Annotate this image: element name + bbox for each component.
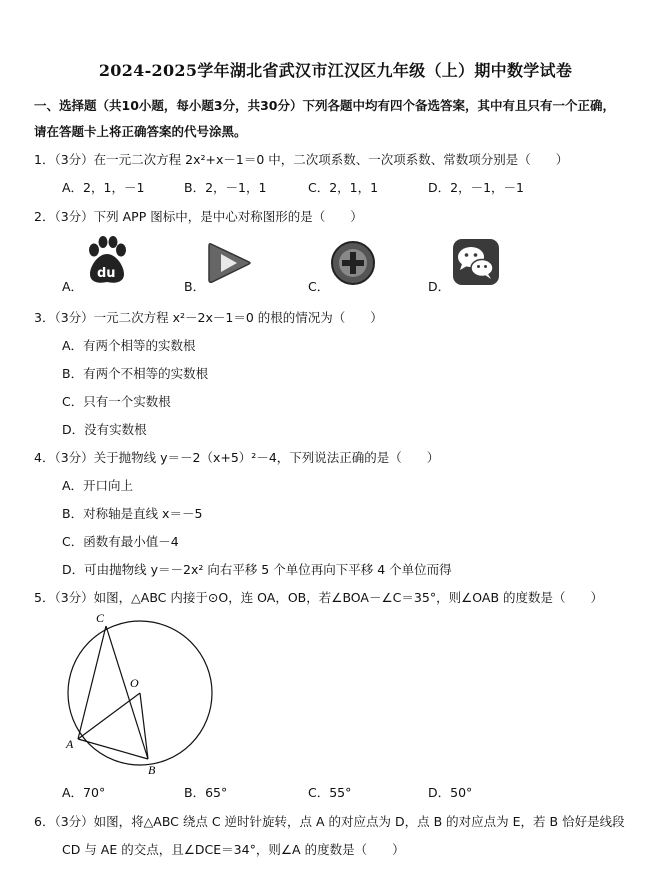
- question-3-option-c: C．只有一个实数根: [62, 394, 171, 409]
- question-4-option-d: D．可由抛物线 y＝－2x² 向右平移 5 个单位再向下平移 4 个单位而得: [62, 562, 452, 577]
- question-2-option-a: A．: [62, 279, 84, 294]
- section-heading-line1: 一、选择题（共10小题，每小题3分，共30分）下列各题中均有四个备选答案，其中有且只有一个正确，: [34, 98, 615, 113]
- question-2-stem: 2．（3分）下列 APP 图标中，是中心对称图形的是（ ）: [34, 209, 363, 224]
- wechat-icon: [452, 238, 500, 286]
- figure-label-c: C: [96, 611, 105, 625]
- section-heading-line2: 请在答题卡上将正确答案的代号涂黑。: [34, 124, 247, 139]
- question-3-option-a: A．有两个相等的实数根: [62, 338, 196, 353]
- figure-label-o: O: [130, 676, 139, 690]
- question-3-stem: 3．（3分）一元二次方程 x²－2x－1＝0 的根的情况为（ ）: [34, 310, 383, 325]
- question-5-option-a: A．70°: [62, 785, 106, 800]
- question-1-option-a: A．2，1，－1: [62, 180, 145, 195]
- question-5-option-c: C．55°: [308, 785, 352, 800]
- question-6-stem-line2: CD 与 AE 的交点，且∠DCE＝34°，则∠A 的度数是（ ）: [62, 842, 405, 857]
- question-5-option-b: B．65°: [184, 785, 228, 800]
- svg-text:du: du: [97, 266, 116, 281]
- baidu-paw-icon: [84, 236, 130, 286]
- question-1-option-b: B．2，－1，1: [184, 180, 267, 195]
- question-1-stem: 1．（3分）在一元二次方程 2x²+x－1＝0 中，二次项系数、一次项系数、常数项分别是（ ）: [34, 152, 569, 167]
- question-1-option-c: C．2，1，1: [308, 180, 379, 195]
- question-5-option-d: D．50°: [428, 785, 473, 800]
- question-2-option-c: C．: [308, 279, 330, 294]
- question-3-option-d: D．没有实数根: [62, 422, 147, 437]
- question-4-stem: 4．（3分）关于抛物线 y＝－2（x+5）²－4，下列说法正确的是（ ）: [34, 450, 440, 465]
- question-6-stem-line1: 6．（3分）如图，将△ABC 绕点 C 逆时针旋转，点 A 的对应点为 D，点 B 的对应点为 E，若 B 恰好是线段: [34, 814, 625, 829]
- page-title: 2024-2025学年湖北省武汉市江汉区九年级（上）期中数学试卷: [98, 61, 573, 80]
- figure-label-b: B: [148, 763, 156, 777]
- figure-label-a: A: [66, 737, 74, 751]
- question-1-option-d: D．2，－1，－1: [428, 180, 524, 195]
- circle-plus-icon: [330, 240, 376, 286]
- question-4-option-c: C．函数有最小值－4: [62, 534, 179, 549]
- question-2-option-b: B．: [184, 279, 206, 294]
- circle-triangle-figure: [56, 608, 216, 778]
- play-video-icon: [205, 240, 253, 286]
- question-4-option-a: A．开口向上: [62, 478, 134, 493]
- question-2-option-d: D．: [428, 279, 451, 294]
- question-4-option-b: B．对称轴是直线 x＝－5: [62, 506, 203, 521]
- question-5-stem: 5．（3分）如图，△ABC 内接于⊙O，连 OA，OB，若∠BOA－∠C＝35°，则∠OAB 的度数是（ ）: [34, 590, 603, 605]
- question-3-option-b: B．有两个不相等的实数根: [62, 366, 209, 381]
